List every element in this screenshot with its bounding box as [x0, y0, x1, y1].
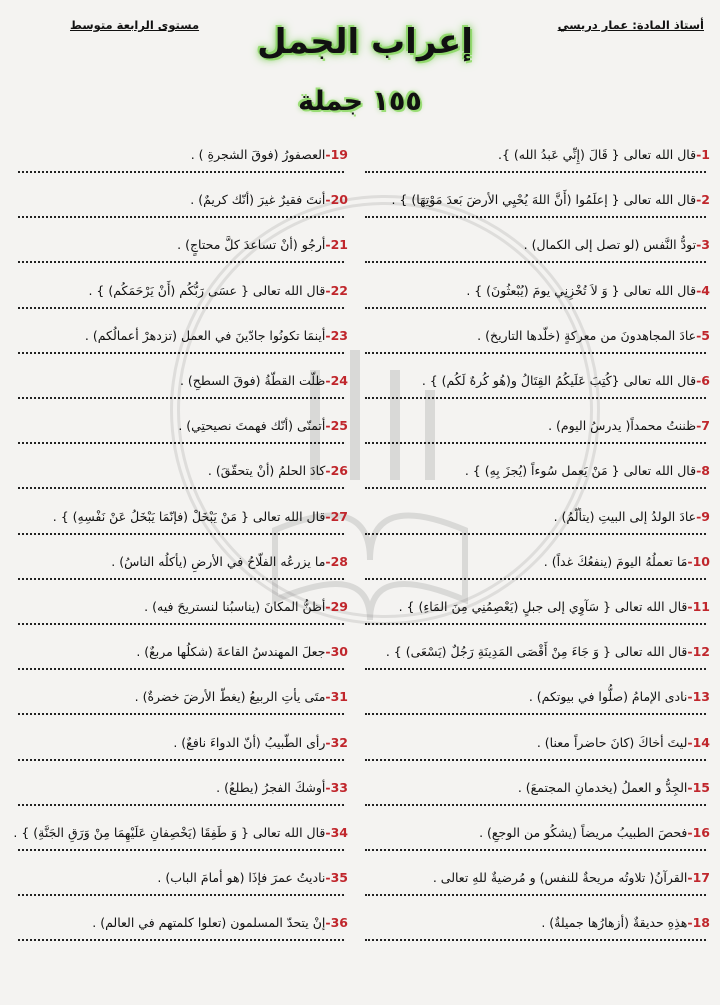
- sentence-number: 28-: [325, 553, 348, 569]
- sentence-item: [365, 596, 710, 640]
- sentence-number: 9-: [696, 508, 710, 524]
- sentence-text: ما يزرعُه الفلّاحُ في الأرضِ (يأكلُه الناسُ) .: [111, 553, 326, 569]
- answer-dotted-line[interactable]: [365, 894, 706, 896]
- sentence-text: أرجُو (أنْ تساعدَ كلَّ محتاجٍ) .: [177, 237, 326, 253]
- sentence-line: [365, 822, 710, 844]
- sentence-number: 6-: [696, 373, 710, 388]
- sentence-item: [18, 460, 348, 504]
- sentence-line: [365, 732, 710, 754]
- sentence-number: 14-: [687, 734, 710, 750]
- sentence-number: 16-: [687, 825, 710, 840]
- sentence-text: القرآنُ( تلاوتُه مريحةٌ للنفس) و مُرضيةٌ للهِ تعالى .: [432, 870, 688, 886]
- sentence-item: [18, 596, 348, 640]
- sentence-line: [365, 867, 710, 889]
- sentence-text: إنْ يتحدّ المسلمون (تعلوا كلمتهم في العالم) .: [92, 915, 326, 931]
- sentence-item: [365, 460, 710, 504]
- answer-dotted-line[interactable]: [18, 623, 344, 625]
- answer-dotted-line[interactable]: [365, 397, 706, 399]
- sentence-item: [18, 415, 348, 459]
- sentence-item: [365, 777, 710, 821]
- sentence-text: مَا تعملُهُ اليومَ (ينفعُكَ غداً) .: [543, 553, 688, 569]
- answer-dotted-line[interactable]: [365, 307, 706, 309]
- sentence-item: [365, 415, 710, 459]
- sentence-item: [365, 912, 710, 956]
- answer-dotted-line[interactable]: [365, 713, 706, 715]
- sentence-number: 32-: [325, 734, 348, 750]
- answer-dotted-line[interactable]: [18, 713, 344, 715]
- sentence-number: 8-: [696, 463, 710, 479]
- answer-dotted-line[interactable]: [365, 171, 706, 173]
- sentence-line: [365, 415, 710, 437]
- sentence-line: [365, 280, 710, 302]
- answer-dotted-line[interactable]: [18, 578, 344, 580]
- sentence-number: 21-: [325, 237, 348, 253]
- sentence-item: [13, 822, 348, 866]
- sentence-number: 5-: [696, 327, 710, 343]
- answer-dotted-line[interactable]: [365, 261, 706, 263]
- sentence-item: [18, 686, 348, 730]
- sentence-line: [365, 144, 710, 166]
- answer-dotted-line[interactable]: [365, 849, 706, 851]
- page-subtitle: ١٥٥ جملة: [298, 86, 422, 117]
- answer-dotted-line[interactable]: [365, 487, 706, 489]
- sentence-line: [18, 460, 348, 482]
- sentence-number: 33-: [325, 779, 348, 795]
- sentence-line: [18, 732, 348, 754]
- answer-dotted-line[interactable]: [18, 668, 344, 670]
- sentence-line: [365, 234, 710, 256]
- sentence-item: [18, 280, 348, 324]
- sentence-number: 23-: [325, 327, 348, 343]
- answer-dotted-line[interactable]: [18, 442, 344, 444]
- answer-dotted-line[interactable]: [365, 668, 706, 670]
- sentence-line: [18, 325, 348, 347]
- sentence-line: [18, 777, 348, 799]
- sentence-text: العصفورُ (فوقَ الشجرةِ ) .: [190, 147, 326, 162]
- sentence-text: قال الله تعالى { قَالَ (إِنِّي عَبدُ الله) }.: [497, 147, 697, 162]
- sentence-item: [18, 144, 348, 188]
- answer-dotted-line[interactable]: [18, 171, 344, 173]
- sentence-text: عادَ الولدُ إلى البيتِ (يتألّمُ) .: [553, 508, 697, 524]
- sentence-line: [365, 189, 710, 211]
- sentence-text: جعلَ المهندسُ القاعةَ (شكلُها مربعٌ) .: [136, 644, 326, 660]
- answer-dotted-line[interactable]: [365, 939, 706, 941]
- sentence-item: [365, 686, 710, 730]
- page-title: إعراب الجمل: [257, 22, 473, 62]
- answer-dotted-line[interactable]: [18, 352, 344, 354]
- sentence-number: 13-: [687, 689, 710, 705]
- sentence-number: 11-: [687, 599, 710, 614]
- sentence-line: [18, 551, 348, 573]
- sentence-item: [365, 822, 710, 866]
- answer-dotted-line[interactable]: [365, 578, 706, 580]
- sentence-number: 27-: [325, 508, 348, 524]
- answer-dotted-line[interactable]: [18, 894, 344, 896]
- sentence-line: [365, 912, 710, 934]
- answer-dotted-line[interactable]: [18, 759, 344, 761]
- sentence-number: 2-: [696, 192, 710, 208]
- sentence-line: [18, 867, 348, 889]
- sentence-text: فحصَ الطبيبُ مريضاً (يشكُو من الوجعِ) .: [479, 825, 688, 840]
- sentence-line: [18, 506, 348, 528]
- sentence-item: [365, 506, 710, 550]
- sentence-item: [18, 325, 348, 369]
- answer-dotted-line[interactable]: [18, 397, 344, 399]
- sentence-line: [18, 370, 348, 392]
- sentence-text: قال الله تعالى { مَنْ يَعمل سُوءاً (يُجزَ بِهِ) } .: [464, 463, 697, 479]
- sentence-text: قال الله تعالى { مَنْ يَبْخَلْ (فإنّمَا يَبْخَلُ عَنْ نَفْسِهِ) } .: [52, 508, 326, 524]
- sentence-number: 22-: [325, 282, 348, 298]
- sentence-number: 35-: [325, 870, 348, 886]
- sentence-text: تودُّ النَّفس (لو تصل إلى الكمال) .: [523, 237, 697, 253]
- sentence-text: ناديتُ عمرَ فإذَا (هو أمامَ الباب) .: [157, 870, 326, 886]
- answer-dotted-line[interactable]: [365, 216, 706, 218]
- sentence-line: [18, 234, 348, 256]
- sentence-item: [18, 732, 348, 776]
- sentence-number: 36-: [325, 915, 348, 931]
- sentence-line: [365, 370, 710, 392]
- sentence-line: [18, 596, 348, 618]
- sentence-text: قال الله تعالى { وَ جَاءَ مِنْ أَقْصَى المَدِينَةِ رَجُلٌ (يَسْعَى) } .: [385, 644, 688, 660]
- sentence-item: [18, 641, 348, 685]
- answer-dotted-line[interactable]: [365, 759, 706, 761]
- sentence-text: عادَ المجاهدونَ من معركةٍ (خلّدها التاريخ) .: [477, 327, 697, 343]
- sentence-text: رأى الطّبيبُ (أنّ الدواءَ نافعٌ) .: [173, 734, 326, 750]
- answer-dotted-line[interactable]: [365, 623, 706, 625]
- sentence-text: كادَ الحلمُ (أنْ يتحقّقَ) .: [207, 463, 326, 479]
- answer-dotted-line[interactable]: [18, 307, 344, 309]
- teacher-name: أستاذ المادة: عمار دريسي: [557, 18, 704, 32]
- sentence-item: [18, 234, 348, 278]
- sentence-number: 30-: [325, 644, 348, 660]
- sentence-line: [18, 415, 348, 437]
- sentence-text: قال الله تعالى { عسَى رَبُّكُم (أَنْ يَرْحَمَكُم) } .: [88, 282, 326, 298]
- answer-dotted-line[interactable]: [365, 442, 706, 444]
- sentence-item: [365, 189, 710, 233]
- sentence-line: [18, 686, 348, 708]
- answer-dotted-line[interactable]: [18, 804, 344, 806]
- sentence-line: [18, 641, 348, 663]
- sentence-item: [18, 506, 348, 550]
- sentence-number: 34-: [325, 825, 348, 840]
- sentence-item: [18, 912, 348, 956]
- sentence-item: [365, 732, 710, 776]
- sentence-line: [18, 280, 348, 302]
- sentence-text: قال الله تعالى { وَ طَفِقَا (يَخْصِفانِ عَلَيْهِمَا مِنْ وَرَقِ الجَنَّةِ) } .: [13, 825, 326, 840]
- sentence-text: أوشكَ الفجرُ (يطلعُ) .: [216, 779, 326, 795]
- sentence-item: [18, 189, 348, 233]
- answer-dotted-line[interactable]: [18, 939, 344, 941]
- sentence-item: [365, 551, 710, 595]
- sentence-item: [18, 551, 348, 595]
- sentence-text: أينمَا تكونُوا جادّينَ في العمل (تزدهرْ أعمالُكم) .: [84, 327, 326, 343]
- sentence-text: قال الله تعالى { وَ لاَ تُخْزِنِي يومَ (يُبْعثُونَ) } .: [466, 282, 697, 298]
- sentence-line: [365, 777, 710, 799]
- sentence-number: 12-: [687, 644, 710, 660]
- sentence-item: [365, 280, 710, 324]
- sentence-item: [365, 641, 710, 685]
- grade-level: مستوى الرابعة متوسط: [70, 18, 200, 32]
- sentence-number: 29-: [325, 599, 348, 614]
- sentence-item: [365, 867, 710, 911]
- sentence-line: [13, 822, 348, 844]
- sentence-number: 7-: [696, 418, 710, 434]
- answer-dotted-line[interactable]: [18, 849, 344, 851]
- sentence-line: [18, 189, 348, 211]
- sentence-text: متَى يأتِ الربيعُ (يغطّ الأرضَ خضرةٌ) .: [134, 689, 326, 705]
- sentence-number: 15-: [687, 779, 710, 795]
- sentence-number: 26-: [325, 463, 348, 479]
- answer-dotted-line[interactable]: [18, 487, 344, 489]
- sentence-text: ظلّت القطّةُ (فوقَ السطحِ) .: [179, 373, 326, 388]
- sentence-line: [365, 596, 710, 618]
- answer-dotted-line[interactable]: [365, 804, 706, 806]
- sentence-item: [365, 325, 710, 369]
- answer-dotted-line[interactable]: [18, 533, 344, 535]
- sentence-line: [18, 144, 348, 166]
- sentence-text: ليتَ أخاكَ (كانَ حاضراً معنا) .: [536, 734, 688, 750]
- sentence-item: [365, 234, 710, 278]
- sentence-number: 10-: [687, 553, 710, 569]
- sentence-number: 20-: [325, 192, 348, 208]
- sentence-item: [365, 144, 710, 188]
- sentence-text: الجِدُّ و العملُ (يخدمانِ المجتمعَ) .: [517, 779, 688, 795]
- answer-dotted-line[interactable]: [18, 216, 344, 218]
- sentence-text: هذِهِ حديقةٌ (أزهارُها جميلةٌ) .: [541, 915, 688, 931]
- answer-dotted-line[interactable]: [365, 533, 706, 535]
- sentence-number: 31-: [325, 689, 348, 705]
- sentence-line: [365, 551, 710, 573]
- sentence-text: نادى الإمامُ (صلُّوا في بيوتكم) .: [528, 689, 688, 705]
- answer-dotted-line[interactable]: [365, 352, 706, 354]
- sentence-number: 19-: [325, 147, 348, 162]
- answer-dotted-line[interactable]: [18, 261, 344, 263]
- sentence-line: [365, 325, 710, 347]
- sentence-number: 4-: [696, 282, 710, 298]
- sentence-item: [18, 777, 348, 821]
- sentence-line: [365, 641, 710, 663]
- sentence-text: ظننتُ محمداً( يدرسُ اليوم) .: [548, 418, 697, 434]
- sentence-text: قال الله تعالى {كُتِبَ عَلَيكُمُ القِتَالُ و(هُو كُرهٌ لَكُم) } .: [421, 373, 697, 388]
- sentence-line: [365, 686, 710, 708]
- sentence-item: [365, 370, 710, 414]
- sentence-line: [18, 912, 348, 934]
- sentence-number: 18-: [687, 915, 710, 931]
- sentence-number: 17-: [687, 870, 710, 886]
- sentence-item: [18, 867, 348, 911]
- sentence-line: [365, 506, 710, 528]
- sentence-number: 24-: [325, 373, 348, 388]
- sentence-text: أنتَ فقيرٌ غيرَ (أنّك كريمٌ) .: [190, 192, 326, 208]
- sentence-text: أظنُّ المكانَ (يناسبُنا لنستريحَ فيه) .: [144, 599, 326, 614]
- sentence-number: 1-: [696, 147, 710, 162]
- sentence-text: أتمنّى (أنّك فهمتَ نصيحتِي) .: [178, 418, 326, 434]
- sentence-number: 3-: [696, 237, 710, 253]
- sentence-text: قال الله تعالى { سَآوِي إلى جبلٍ (يَعْصِمُنِي مِنَ المَاءِ) } .: [398, 599, 688, 614]
- sentence-line: [365, 460, 710, 482]
- sentence-item: [18, 370, 348, 414]
- sentence-number: 25-: [325, 418, 348, 434]
- sentence-text: قال الله تعالى { إعلَمُوا (أَنَّ اللهَ يُحْيِي الأرضَ بَعدَ مَوْتِهَا) } .: [391, 192, 697, 208]
